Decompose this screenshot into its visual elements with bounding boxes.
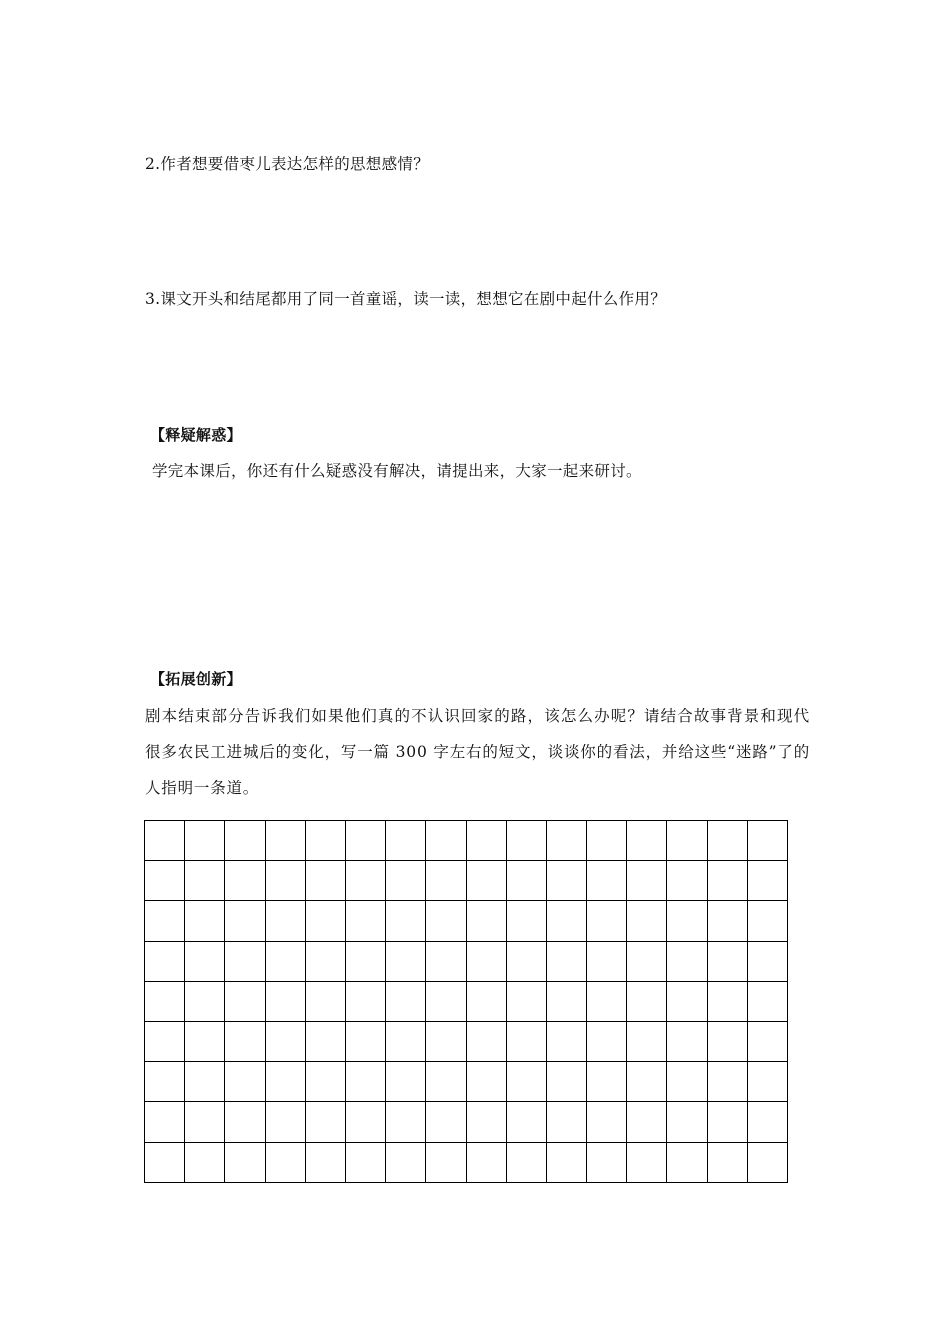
grid-cell[interactable]	[225, 821, 265, 861]
grid-row	[145, 1142, 788, 1182]
grid-cell[interactable]	[305, 981, 345, 1021]
grid-cell[interactable]	[305, 1142, 345, 1182]
grid-cell[interactable]	[145, 941, 185, 981]
grid-cell[interactable]	[426, 901, 466, 941]
grid-cell[interactable]	[225, 941, 265, 981]
grid-row	[145, 821, 788, 861]
grid-cell[interactable]	[225, 861, 265, 901]
grid-cell[interactable]	[426, 1062, 466, 1102]
grid-cell[interactable]	[466, 941, 506, 981]
grid-cell[interactable]	[506, 1021, 546, 1061]
grid-cell[interactable]	[627, 1021, 667, 1061]
grid-cell[interactable]	[506, 1102, 546, 1142]
doubts-instruction: 学完本课后，你还有什么疑惑没有解决，请提出来，大家一起来研讨。	[152, 462, 642, 480]
grid-cell[interactable]	[627, 941, 667, 981]
grid-cell[interactable]	[466, 1021, 506, 1061]
grid-cell[interactable]	[145, 821, 185, 861]
grid-cell[interactable]	[506, 861, 546, 901]
grid-cell[interactable]	[345, 981, 385, 1021]
grid-cell[interactable]	[747, 981, 787, 1021]
grid-cell[interactable]	[225, 1102, 265, 1142]
grid-cell[interactable]	[345, 821, 385, 861]
grid-row	[145, 901, 788, 941]
grid-cell[interactable]	[506, 821, 546, 861]
grid-cell[interactable]	[546, 941, 586, 981]
grid-cell[interactable]	[587, 941, 627, 981]
grid-row	[145, 1062, 788, 1102]
grid-cell[interactable]	[345, 861, 385, 901]
grid-cell[interactable]	[145, 901, 185, 941]
extension-instruction: 剧本结束部分告诉我们如果他们真的不认识回家的路，该怎么办呢？请结合故事背景和现代很多农民工进城后的变化，写一篇 300 字左右的短文，谈谈你的看法，并给这些“迷路”了的人指明一条道。	[145, 707, 810, 797]
grid-cell[interactable]	[587, 1102, 627, 1142]
grid-cell[interactable]	[546, 1142, 586, 1182]
grid-cell[interactable]	[345, 901, 385, 941]
grid-cell[interactable]	[667, 1021, 707, 1061]
grid-cell[interactable]	[587, 861, 627, 901]
grid-cell[interactable]	[747, 861, 787, 901]
grid-cell[interactable]	[587, 1142, 627, 1182]
grid-cell[interactable]	[546, 1102, 586, 1142]
grid-cell[interactable]	[707, 1062, 747, 1102]
grid-cell[interactable]	[667, 1142, 707, 1182]
grid-cell[interactable]	[305, 821, 345, 861]
grid-cell[interactable]	[265, 1142, 305, 1182]
grid-cell[interactable]	[627, 1102, 667, 1142]
grid-cell[interactable]	[546, 1021, 586, 1061]
grid-cell[interactable]	[225, 981, 265, 1021]
grid-cell[interactable]	[386, 941, 426, 981]
question-2: 2.作者想要借枣儿表达怎样的思想感情？	[145, 155, 429, 173]
grid-cell[interactable]	[185, 901, 225, 941]
grid-cell[interactable]	[386, 981, 426, 1021]
grid-row	[145, 981, 788, 1021]
grid-cell[interactable]	[145, 981, 185, 1021]
grid-cell[interactable]	[386, 1142, 426, 1182]
grid-cell[interactable]	[587, 981, 627, 1021]
grid-cell[interactable]	[345, 1062, 385, 1102]
grid-cell[interactable]	[707, 941, 747, 981]
grid-cell[interactable]	[386, 901, 426, 941]
grid-cell[interactable]	[747, 821, 787, 861]
grid-cell[interactable]	[305, 861, 345, 901]
grid-cell[interactable]	[627, 861, 667, 901]
grid-cell[interactable]	[426, 1021, 466, 1061]
grid-cell[interactable]	[707, 861, 747, 901]
grid-cell[interactable]	[305, 901, 345, 941]
grid-cell[interactable]	[386, 861, 426, 901]
section-heading-extension: 【拓展创新】	[150, 670, 242, 688]
grid-cell[interactable]	[707, 821, 747, 861]
grid-cell[interactable]	[546, 1062, 586, 1102]
grid-cell[interactable]	[627, 901, 667, 941]
grid-cell[interactable]	[145, 1102, 185, 1142]
grid-cell[interactable]	[265, 861, 305, 901]
grid-cell[interactable]	[265, 901, 305, 941]
grid-cell[interactable]	[506, 1142, 546, 1182]
grid-cell[interactable]	[747, 941, 787, 981]
grid-cell[interactable]	[185, 1142, 225, 1182]
grid-cell[interactable]	[466, 821, 506, 861]
grid-cell[interactable]	[225, 1062, 265, 1102]
grid-cell[interactable]	[265, 941, 305, 981]
grid-cell[interactable]	[667, 901, 707, 941]
grid-cell[interactable]	[627, 821, 667, 861]
grid-cell[interactable]	[707, 981, 747, 1021]
writing-grid[interactable]	[144, 820, 788, 1183]
grid-cell[interactable]	[185, 941, 225, 981]
grid-row	[145, 941, 788, 981]
grid-cell[interactable]	[667, 821, 707, 861]
grid-cell[interactable]	[707, 1102, 747, 1142]
grid-cell[interactable]	[265, 981, 305, 1021]
grid-cell[interactable]	[305, 1021, 345, 1061]
grid-cell[interactable]	[747, 1021, 787, 1061]
grid-cell[interactable]	[747, 901, 787, 941]
grid-cell[interactable]	[426, 861, 466, 901]
grid-cell[interactable]	[305, 941, 345, 981]
grid-cell[interactable]	[305, 1062, 345, 1102]
grid-cell[interactable]	[225, 1142, 265, 1182]
grid-cell[interactable]	[426, 821, 466, 861]
grid-cell[interactable]	[145, 1021, 185, 1061]
grid-cell[interactable]	[546, 861, 586, 901]
grid-cell[interactable]	[667, 941, 707, 981]
grid-cell[interactable]	[265, 1021, 305, 1061]
grid-cell[interactable]	[225, 1021, 265, 1061]
grid-cell[interactable]	[506, 981, 546, 1021]
grid-cell[interactable]	[386, 821, 426, 861]
grid-cell[interactable]	[305, 1102, 345, 1142]
grid-cell[interactable]	[466, 1062, 506, 1102]
grid-cell[interactable]	[466, 1142, 506, 1182]
grid-cell[interactable]	[386, 1102, 426, 1142]
question-3: 3.课文开头和结尾都用了同一首童谣，读一读，想想它在剧中起什么作用？	[145, 290, 666, 308]
grid-cell[interactable]	[466, 981, 506, 1021]
grid-cell[interactable]	[185, 1062, 225, 1102]
grid-cell[interactable]	[185, 981, 225, 1021]
grid-cell[interactable]	[345, 1142, 385, 1182]
grid-cell[interactable]	[386, 1062, 426, 1102]
grid-cell[interactable]	[707, 901, 747, 941]
grid-cell[interactable]	[185, 1102, 225, 1142]
grid-cell[interactable]	[426, 941, 466, 981]
grid-cell[interactable]	[185, 861, 225, 901]
grid-cell[interactable]	[627, 1062, 667, 1102]
grid-cell[interactable]	[185, 1021, 225, 1061]
grid-cell[interactable]	[667, 861, 707, 901]
grid-cell[interactable]	[426, 1142, 466, 1182]
grid-cell[interactable]	[667, 1102, 707, 1142]
grid-cell[interactable]	[747, 1102, 787, 1142]
grid-cell[interactable]	[747, 1142, 787, 1182]
grid-cell[interactable]	[667, 1062, 707, 1102]
grid-cell[interactable]	[546, 981, 586, 1021]
grid-cell[interactable]	[426, 1102, 466, 1142]
grid-cell[interactable]	[587, 1021, 627, 1061]
grid-cell[interactable]	[386, 1021, 426, 1061]
grid-cell[interactable]	[345, 941, 385, 981]
grid-cell[interactable]	[345, 1021, 385, 1061]
grid-cell[interactable]	[466, 861, 506, 901]
grid-cell[interactable]	[506, 941, 546, 981]
grid-cell[interactable]	[627, 1142, 667, 1182]
section-heading-doubts: 【释疑解惑】	[150, 426, 242, 444]
grid-cell[interactable]	[145, 1062, 185, 1102]
grid-cell[interactable]	[506, 1062, 546, 1102]
grid-cell[interactable]	[185, 821, 225, 861]
grid-cell[interactable]	[587, 1062, 627, 1102]
grid-cell[interactable]	[345, 1102, 385, 1142]
grid-cell[interactable]	[265, 821, 305, 861]
grid-cell[interactable]	[587, 901, 627, 941]
grid-cell[interactable]	[145, 1142, 185, 1182]
grid-cell[interactable]	[506, 901, 546, 941]
grid-cell[interactable]	[587, 821, 627, 861]
grid-cell[interactable]	[466, 1102, 506, 1142]
grid-row	[145, 861, 788, 901]
grid-cell[interactable]	[145, 861, 185, 901]
grid-cell[interactable]	[265, 1102, 305, 1142]
grid-cell[interactable]	[546, 821, 586, 861]
grid-cell[interactable]	[707, 1021, 747, 1061]
grid-row	[145, 1102, 788, 1142]
grid-cell[interactable]	[747, 1062, 787, 1102]
grid-cell[interactable]	[466, 901, 506, 941]
grid-cell[interactable]	[426, 981, 466, 1021]
grid-cell[interactable]	[546, 901, 586, 941]
grid-cell[interactable]	[627, 981, 667, 1021]
grid-cell[interactable]	[667, 981, 707, 1021]
grid-row	[145, 1021, 788, 1061]
grid-cell[interactable]	[225, 901, 265, 941]
grid-cell[interactable]	[707, 1142, 747, 1182]
grid-cell[interactable]	[265, 1062, 305, 1102]
